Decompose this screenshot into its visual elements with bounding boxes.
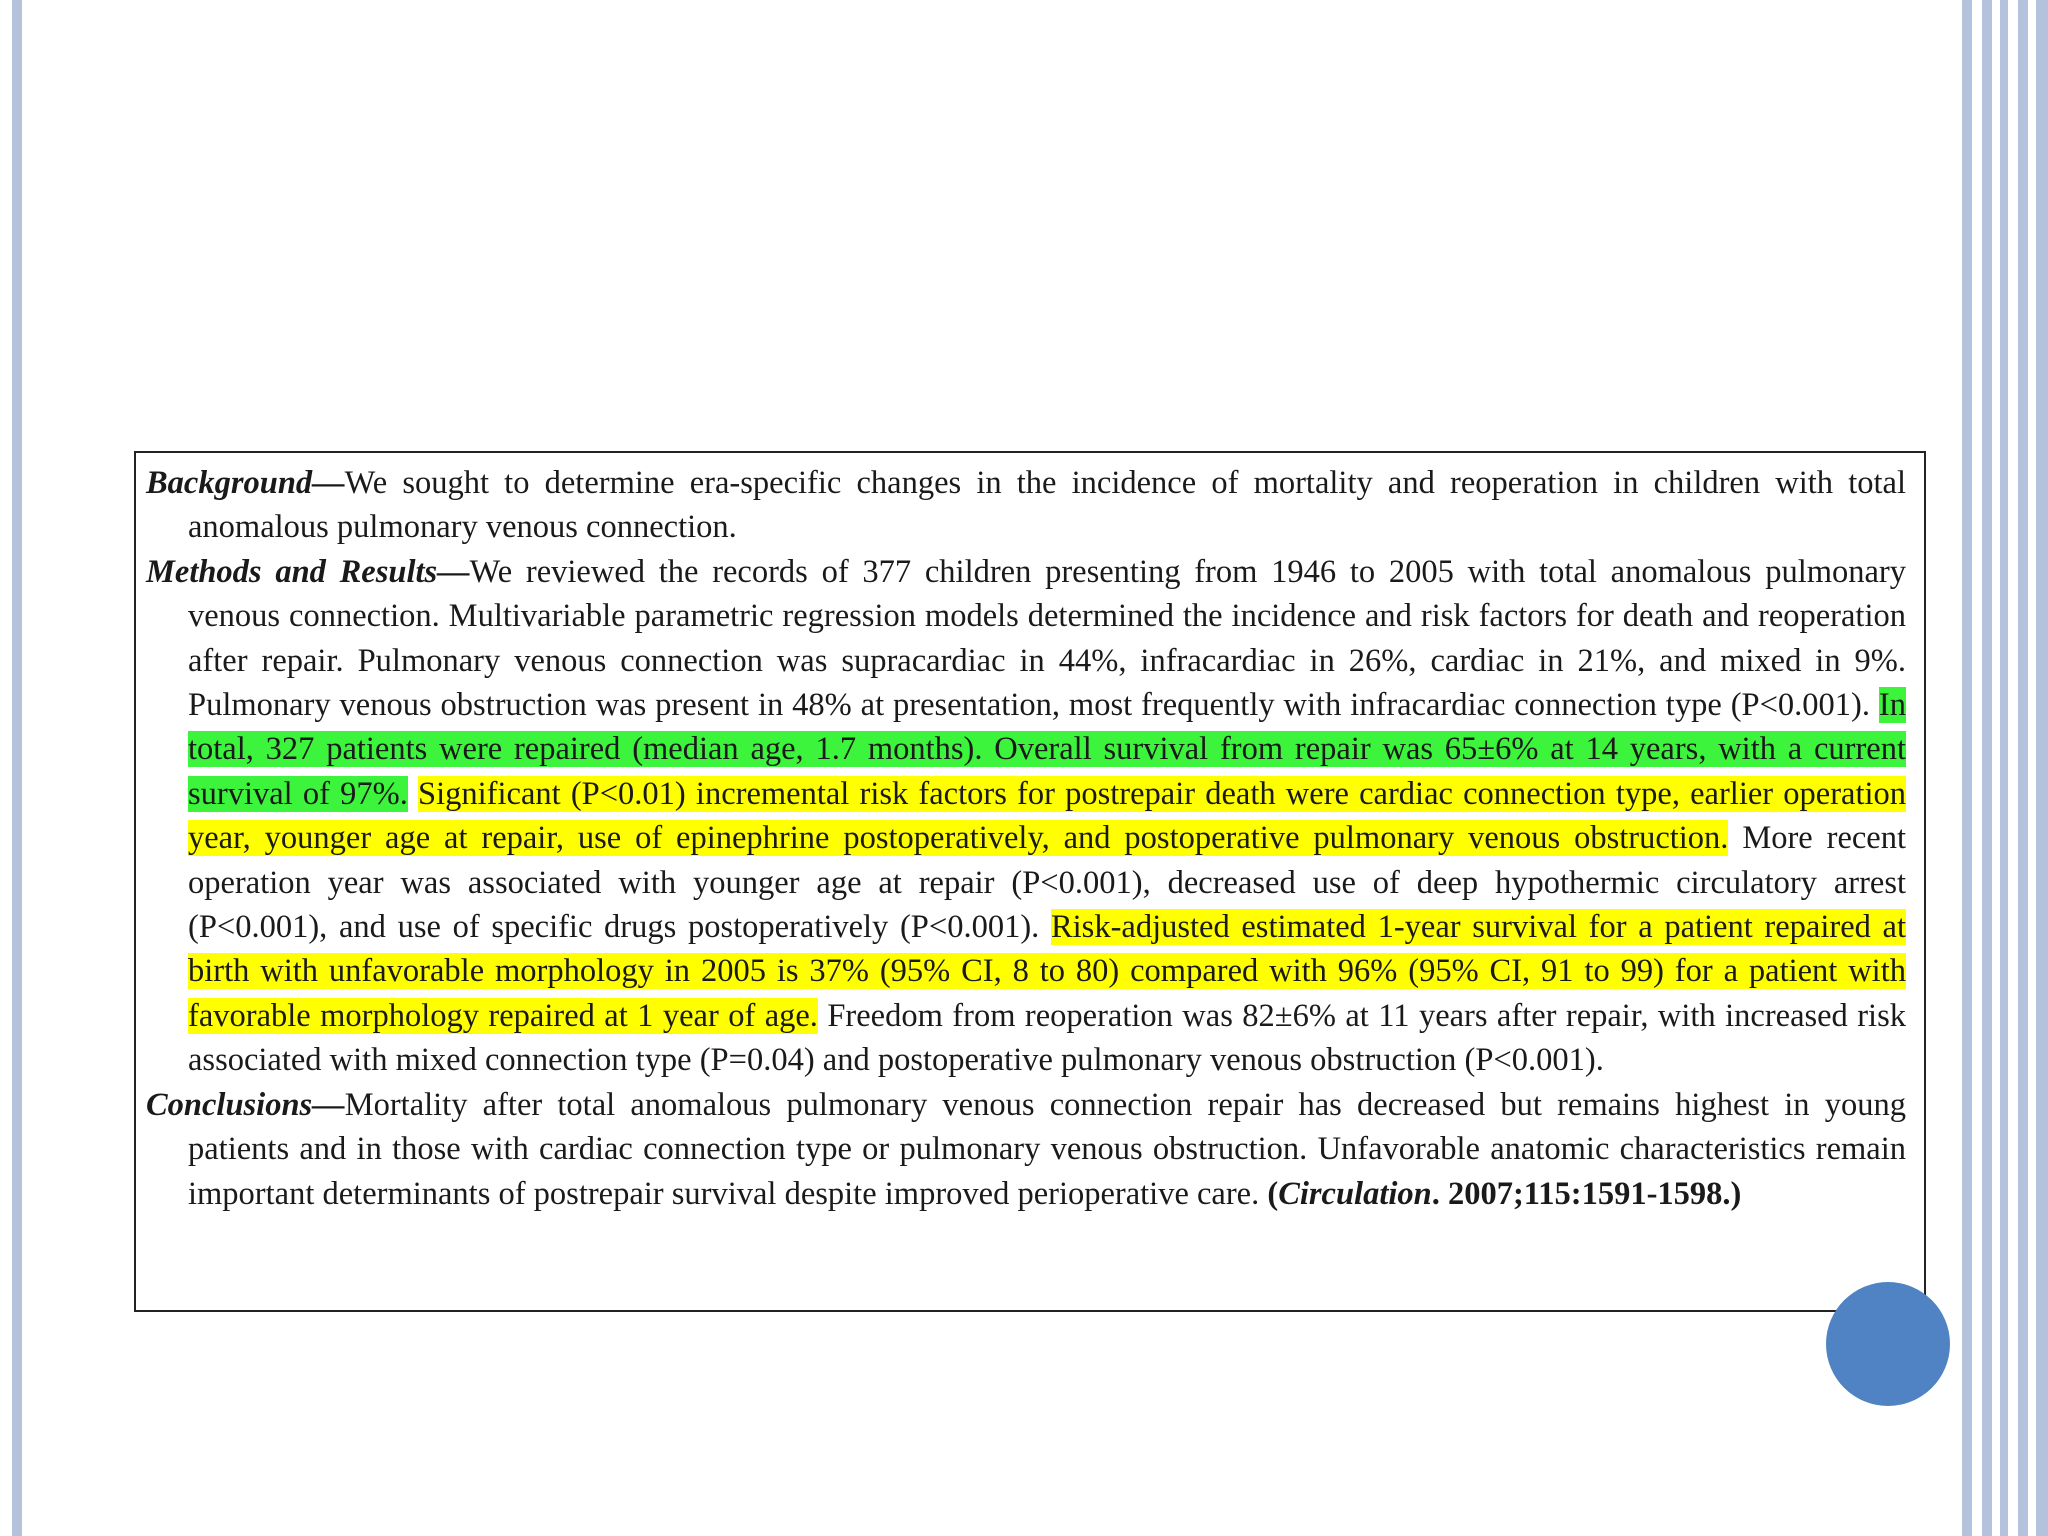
- citation-rest: . 2007;115:1591-1598.): [1431, 1175, 1742, 1212]
- highlight-yellow-risk-adjusted: Risk-adjusted estimated 1-year survival for a patient repaired at birth with unfavorable morphology in 2005 is 37% (95% CI, 8 to 80) compared with 96% (95% CI, 91 to 99) for a patient with favorable morphology repaired at 1 year of age.: [188, 909, 1907, 1034]
- methods-text: More recent operation year was associated with younger age at repair (P<0.001), decreased use of deep hypothermic circulatory arrest (P<0.001), and use of specific drugs postoperatively (P<0.001).: [188, 820, 1906, 946]
- abstract-box: [134, 451, 1926, 1312]
- conclusions-label: Conclusions—: [146, 1086, 345, 1123]
- highlight-yellow-risk-factors: Significant (P<0.01) incremental risk factors for postrepair death were cardiac connection type, earlier operation year, younger age at repair, use of epinephrine postoperatively, and postoperative pulmonary venous obstruction.: [188, 775, 1907, 857]
- slide-right-frame-line: [2018, 0, 2028, 1536]
- citation: [1267, 1176, 1741, 1212]
- slide-right-frame-line: [1962, 0, 1972, 1536]
- methods-label: Methods and Results—: [146, 553, 470, 590]
- slide-right-frame-line: [2036, 0, 2048, 1536]
- abstract-background: [146, 461, 1906, 550]
- background-label: Background—: [146, 465, 345, 501]
- highlight-green-survival: In total, 327 patients were repaired (median age, 1.7 months). Overall survival from repair was 65±6% at 14 years, with a current survival of 97%.: [188, 687, 1906, 812]
- abstract-methods-results: [146, 550, 1906, 1083]
- slide-left-frame-bar: [12, 0, 22, 1536]
- slide-right-frame-line: [1982, 0, 1992, 1536]
- methods-text: We reviewed the records of 377 children presenting from 1946 to 2005 with total anomalous pulmonary venous connection. Multivariable parametric regression models determined the incidence and risk factors for death and reoperation after repair. Pulmonary venous connection was supracardiac in 44%, infracardiac in 26%, cardiac in 21%, and mixed in 9%. Pulmonary venous obstruction was present in 48% at presentation, most frequently with infracardiac connection type (P<0.001).: [188, 553, 1906, 724]
- slide-right-frame-line: [2000, 0, 2008, 1536]
- slide-decoration-circle: [1826, 1282, 1950, 1406]
- abstract-conclusions: [146, 1083, 1906, 1216]
- citation-open: (: [1267, 1175, 1279, 1212]
- methods-text: Freedom from reoperation was 82±6% at 11 years after repair, with increased risk associated with mixed connection type (P=0.04) and postoperative pulmonary venous obstruction (P<0.001).: [188, 997, 1906, 1079]
- conclusions-text: Mortality after total anomalous pulmonary venous connection repair has decreased but remains highest in young patients and in those with cardiac connection type or pulmonary venous obstruction. Unfavorable anatomic characteristics remain important determinants of postrepair survival despite improved perioperative care.: [188, 1086, 1906, 1212]
- citation-journal: Circulation: [1278, 1175, 1432, 1212]
- background-text: We sought to determine era-specific changes in the incidence of mortality and reoperation in children with total anomalous pulmonary venous connection.: [188, 465, 1906, 546]
- methods-text: [408, 776, 418, 812]
